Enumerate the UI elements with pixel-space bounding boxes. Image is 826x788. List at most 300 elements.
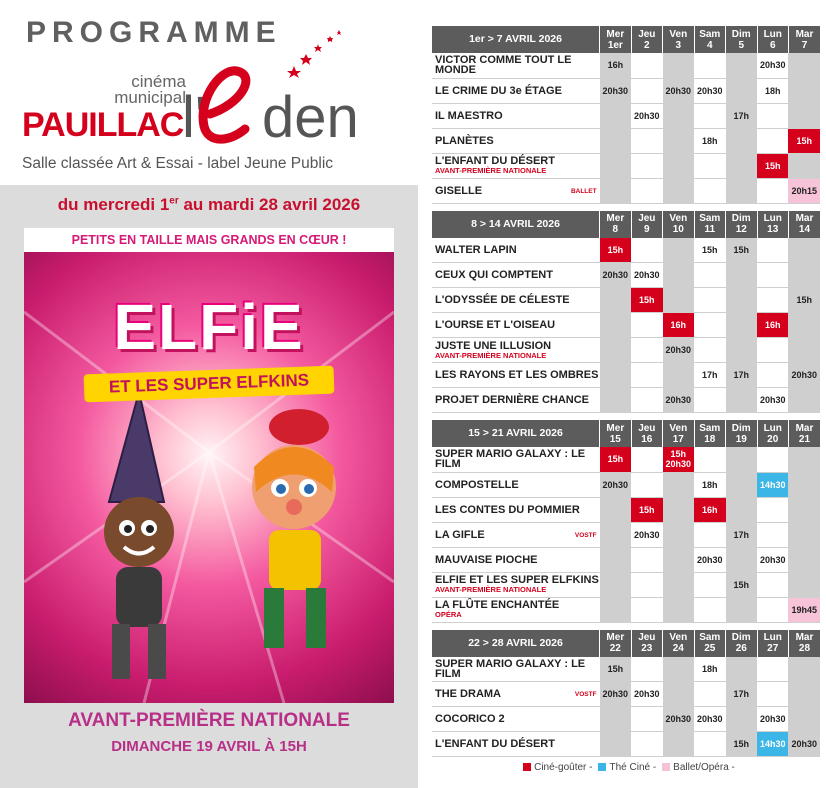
showtime-cell (694, 338, 725, 363)
showtime-cell: 18h (694, 128, 725, 153)
film-name: GISELLE (435, 184, 483, 197)
day-number: 7 (801, 39, 808, 51)
film-row (432, 178, 820, 203)
legend-swatch (598, 763, 606, 771)
showtime-cell (600, 522, 631, 547)
film-name: L'OURSE ET L'OISEAU (435, 319, 556, 331)
showtime-cell (726, 707, 757, 732)
showtime-cell (726, 657, 757, 682)
showtime-cell: 14h30 (757, 472, 788, 497)
stars-icon (284, 28, 344, 78)
showtime-cell (694, 53, 725, 78)
day-number: 24 (672, 643, 684, 654)
poster-subtitle: ET LES SUPER ELFKINS (84, 366, 335, 403)
film-name: LA FLÛTE ENCHANTÉE (435, 599, 560, 611)
showtime-cell: 15h (788, 128, 820, 153)
showtime-cell (663, 657, 694, 682)
day-name: Mer (606, 213, 625, 224)
day-number: 25 (704, 643, 716, 654)
showtime-cell (600, 707, 631, 732)
showtime-cell (694, 153, 725, 178)
showtime-cell (631, 78, 662, 103)
day-header (726, 630, 757, 657)
week-table (432, 26, 820, 204)
showtime-cell (694, 522, 725, 547)
day-number: 18 (704, 433, 716, 445)
showtime-cell: 17h (726, 103, 757, 128)
day-name: Sam (699, 632, 721, 643)
showtime-cell (726, 472, 757, 497)
showtime-cell (788, 313, 820, 338)
showtime-cell (631, 597, 662, 622)
film-row (432, 388, 820, 413)
showtime-cell (663, 732, 694, 757)
showtime-cell: 20h30 (694, 78, 725, 103)
showtime-cell: 15h (600, 657, 631, 682)
showtime-cell (694, 263, 725, 288)
day-name: Mar (795, 28, 814, 40)
week-header (432, 211, 820, 238)
week-range: 8 > 14 AVRIL 2026 (432, 211, 600, 238)
film-tag: VOSTF (574, 531, 597, 539)
showtime-cell (694, 288, 725, 313)
showtime-cell: 20h30 (600, 682, 631, 707)
film-title (432, 388, 600, 413)
showtime-cell (757, 447, 788, 472)
showtime-cell (663, 472, 694, 497)
day-header (631, 211, 662, 238)
film-row (432, 572, 820, 597)
day-header (631, 26, 662, 53)
film-name: JUSTE UNE ILLUSION (435, 339, 552, 352)
showtime-cell (663, 128, 694, 153)
showtime-cell (631, 707, 662, 732)
film-title (432, 363, 600, 388)
showtime-cell (663, 288, 694, 313)
film-note: AVANT-PREMIÈRE NATIONALE (435, 166, 547, 175)
showtime-cell (788, 263, 820, 288)
film-name: LES CONTES DU POMMIER (435, 503, 580, 516)
poster-title: ELFiE (113, 291, 305, 363)
showtime-cell: 18h (694, 472, 725, 497)
day-header (631, 420, 662, 447)
film-note: OPÉRA (435, 610, 462, 619)
showtime-cell (663, 497, 694, 522)
day-header (757, 26, 788, 53)
day-header (726, 420, 757, 447)
showtime-cell (600, 547, 631, 572)
film-row (432, 78, 820, 103)
day-header (600, 630, 631, 657)
day-number: 2 (644, 39, 650, 51)
day-name: Ven (669, 422, 688, 434)
day-name: Lun (763, 213, 782, 224)
showtime-cell: 20h30 (694, 707, 725, 732)
showtime-cell: 15h 20h30 (663, 447, 694, 472)
legend-separator: - (586, 762, 593, 773)
film-name: L'ODYSSÉE DE CÉLESTE (435, 294, 570, 306)
day-number: 11 (704, 224, 716, 235)
showtime-cell (600, 497, 631, 522)
day-header (788, 420, 820, 447)
film-title (432, 238, 600, 263)
legend-label: Ballet/Opéra (673, 762, 729, 773)
showtime-cell (694, 388, 725, 413)
showtime-cell (663, 238, 694, 263)
day-number: 16 (641, 433, 653, 445)
day-name: Ven (669, 632, 688, 643)
week-table (432, 420, 820, 623)
film-title (432, 338, 600, 363)
avant-premiere-heading: AVANT-PREMIÈRE NATIONALE (68, 710, 350, 731)
film-title (432, 128, 600, 153)
showtime-cell (600, 178, 631, 203)
film-note: AVANT-PREMIÈRE NATIONALE (435, 585, 547, 594)
day-header (757, 420, 788, 447)
showtime-cell (788, 497, 820, 522)
showtime-cell: 19h45 (788, 597, 820, 622)
showtime-cell (600, 338, 631, 363)
showtime-cell: 15h (788, 288, 820, 313)
day-header (694, 630, 725, 657)
showtime-cell (726, 178, 757, 203)
showtime-cell: 20h30 (663, 338, 694, 363)
film-name: WALTER LAPIN (435, 243, 517, 256)
showtime-cell (600, 388, 631, 413)
day-name: Lun (763, 422, 782, 434)
showtime-cell (788, 472, 820, 497)
film-title (432, 522, 600, 547)
town-name: PAUILLAC (22, 106, 184, 144)
showtime-cell (631, 547, 662, 572)
poster-tagline: PETITS EN TAILLE MAIS GRANDS EN CŒUR ! (24, 228, 394, 252)
day-number: 15 (609, 433, 621, 445)
day-name: Mar (795, 632, 814, 643)
film-row (432, 103, 820, 128)
film-row (432, 288, 820, 313)
eden-e-logo (190, 44, 270, 154)
day-number: 23 (641, 643, 653, 654)
film-name: ELFIE ET LES SUPER ELFKINS (435, 574, 599, 586)
showtime-cell (726, 288, 757, 313)
showtime-cell (788, 572, 820, 597)
showtime-cell (663, 263, 694, 288)
showtime-cell: 16h (600, 53, 631, 78)
week-table (432, 211, 820, 414)
showtime-cell (726, 447, 757, 472)
logo-l: l' (182, 85, 206, 150)
film-row (432, 472, 820, 497)
showtime-cell: 20h30 (600, 263, 631, 288)
film-name: LE CRIME DU 3e ÉTAGE (435, 84, 562, 97)
day-name: Ven (669, 213, 688, 224)
film-title (432, 313, 600, 338)
showtime-cell (694, 597, 725, 622)
legend-label: Thé Ciné (609, 762, 651, 773)
showtime-cell (757, 288, 788, 313)
film-title (432, 178, 600, 203)
film-poster (24, 228, 394, 703)
showtime-cell (757, 572, 788, 597)
showtime-cell (694, 572, 725, 597)
day-header (757, 630, 788, 657)
film-title (432, 472, 600, 497)
showtime-cell (757, 128, 788, 153)
showtime-cell (726, 78, 757, 103)
showtime-cell (631, 153, 662, 178)
day-number: 19 (735, 433, 747, 445)
day-name: Lun (763, 632, 782, 643)
showtime-cell (600, 153, 631, 178)
showtime-cell (631, 338, 662, 363)
day-number: 21 (798, 433, 811, 445)
day-number: 17 (672, 433, 684, 445)
showtime-cell (788, 707, 820, 732)
cinema-municipal: cinéma municipal (114, 72, 186, 107)
showtime-cell (757, 597, 788, 622)
film-row (432, 682, 820, 707)
showtime-cell (788, 78, 820, 103)
day-header (726, 26, 757, 53)
showtime-cell: 15h (726, 732, 757, 757)
film-title (432, 597, 600, 622)
poster-art (24, 252, 394, 703)
day-name: Sam (699, 213, 721, 224)
showtime-cell (631, 53, 662, 78)
film-title (432, 103, 600, 128)
film-name: SUPER MARIO GALAXY : LE FILM (435, 657, 586, 680)
showtime-cell: 20h30 (694, 547, 725, 572)
film-name: SUPER MARIO GALAXY : LE FILM (435, 448, 586, 471)
film-name: IL MAESTRO (435, 109, 503, 122)
film-title (432, 682, 600, 707)
showtime-cell (788, 682, 820, 707)
showtime-cell: 15h (600, 447, 631, 472)
showtime-cell: 20h30 (788, 732, 820, 757)
showtime-cell: 20h30 (631, 522, 662, 547)
legend-swatch (523, 763, 531, 771)
showtime-cell (726, 388, 757, 413)
showtime-cell (694, 732, 725, 757)
day-number: 8 (612, 224, 619, 235)
showtime-cell (757, 657, 788, 682)
film-title (432, 572, 600, 597)
day-number: 27 (767, 643, 779, 654)
legend-separator: - (650, 762, 657, 773)
showtime-cell (726, 53, 757, 78)
showtime-cell (631, 363, 662, 388)
film-name: THE DRAMA (435, 688, 501, 700)
showtime-cell (631, 388, 662, 413)
film-name: PROJET DERNIÈRE CHANCE (435, 394, 590, 406)
week-header (432, 420, 820, 447)
day-number: 26 (735, 643, 747, 654)
day-header (663, 630, 694, 657)
day-number: 22 (609, 643, 621, 654)
showtime-cell: 16h (663, 313, 694, 338)
week-range: 22 > 28 AVRIL 2026 (432, 630, 600, 657)
day-number: 13 (767, 224, 779, 235)
logo-den: den (262, 85, 359, 150)
day-number: 4 (706, 39, 713, 51)
day-header (663, 211, 694, 238)
day-header (757, 211, 788, 238)
day-name: Lun (763, 28, 782, 40)
film-title (432, 447, 600, 472)
day-header (788, 26, 820, 53)
showtime-cell (788, 657, 820, 682)
salle-label: Salle classée Art & Essai - label Jeune Public (22, 155, 334, 172)
film-tag: BALLET (570, 187, 597, 195)
showtime-cell: 17h (726, 522, 757, 547)
day-name: Mer (606, 28, 625, 40)
film-row (432, 363, 820, 388)
film-row (432, 313, 820, 338)
showtime-cell: 15h (631, 497, 662, 522)
showtime-cell (631, 572, 662, 597)
legend-separator: - (728, 762, 735, 773)
film-name: CEUX QUI COMPTENT (435, 269, 553, 281)
film-name: PLANÈTES (435, 134, 494, 147)
film-name: LES RAYONS ET LES OMBRES (435, 369, 599, 381)
showtime-cell (663, 53, 694, 78)
day-name: Mer (606, 632, 625, 643)
showtime-cell (788, 522, 820, 547)
day-name: Dim (731, 213, 751, 224)
showtime-cell: 20h30 (757, 707, 788, 732)
legend (432, 762, 820, 773)
showtime-cell (663, 547, 694, 572)
showtime-cell: 17h (694, 363, 725, 388)
day-number: 14 (798, 224, 811, 235)
week-range: 15 > 21 AVRIL 2026 (432, 420, 600, 447)
avant-premiere-date: DIMANCHE 19 AVRIL À 15H (111, 738, 307, 755)
showtime-cell: 15h (694, 238, 725, 263)
day-number: 20 (767, 433, 779, 445)
showtime-cell (757, 522, 788, 547)
day-number: 10 (672, 224, 684, 235)
showtime-cell (663, 103, 694, 128)
showtime-cell: 20h30 (663, 78, 694, 103)
day-header (788, 211, 820, 238)
film-name: COMPOSTELLE (435, 478, 519, 491)
showtime-cell (600, 732, 631, 757)
showtime-cell: 15h (726, 572, 757, 597)
day-name: Ven (669, 28, 688, 40)
day-name: Jeu (638, 632, 656, 643)
showtime-cell: 20h30 (788, 363, 820, 388)
film-name: MAUVAISE PIOCHE (435, 553, 538, 566)
showtime-cell (694, 313, 725, 338)
showtime-cell: 20h30 (600, 472, 631, 497)
schedule-panel (432, 26, 822, 773)
showtime-cell (600, 313, 631, 338)
film-title (432, 732, 600, 757)
film-row (432, 447, 820, 472)
day-name: Jeu (638, 213, 656, 224)
day-header (663, 420, 694, 447)
showtime-cell: 14h30 (757, 732, 788, 757)
showtime-cell: 20h30 (631, 263, 662, 288)
schedule-weeks (432, 26, 822, 757)
day-number: 12 (735, 224, 747, 235)
film-row (432, 522, 820, 547)
showtime-cell (631, 178, 662, 203)
day-header (600, 420, 631, 447)
showtime-cell (757, 238, 788, 263)
film-title (432, 657, 600, 682)
film-name: LA GIFLE (435, 528, 485, 541)
day-header (788, 630, 820, 657)
showtime-cell (726, 153, 757, 178)
film-row (432, 497, 820, 522)
film-name: COCORICO 2 (435, 713, 505, 725)
showtime-cell (631, 238, 662, 263)
day-name: Sam (699, 422, 721, 434)
showtime-cell (631, 472, 662, 497)
showtime-cell (631, 657, 662, 682)
showtime-cell: 20h30 (757, 388, 788, 413)
day-name: Sam (699, 28, 721, 40)
day-header (694, 26, 725, 53)
showtime-cell: 20h30 (663, 707, 694, 732)
showtime-cell (726, 597, 757, 622)
showtime-cell: 20h15 (788, 178, 820, 203)
legend-swatch (662, 763, 670, 771)
day-header (600, 211, 631, 238)
showtime-cell (757, 103, 788, 128)
showtime-cell (631, 447, 662, 472)
showtime-cell: 20h30 (631, 682, 662, 707)
showtime-cell (788, 238, 820, 263)
film-title (432, 497, 600, 522)
day-header (600, 26, 631, 53)
showtime-cell: 15h (726, 238, 757, 263)
programme-heading: PROGRAMME (26, 16, 282, 49)
showtime-cell: 20h30 (631, 103, 662, 128)
day-name: Mar (795, 422, 814, 434)
showtime-cell: 18h (694, 657, 725, 682)
film-name: L'ENFANT DU DÉSERT (435, 155, 555, 167)
film-row (432, 707, 820, 732)
showtime-cell (600, 363, 631, 388)
film-row (432, 53, 820, 78)
day-name: Mar (795, 213, 814, 224)
week-header (432, 26, 820, 53)
showtime-cell (663, 153, 694, 178)
day-name: Dim (731, 28, 751, 40)
film-row (432, 128, 820, 153)
showtime-cell: 20h30 (600, 78, 631, 103)
showtime-cell: 17h (726, 682, 757, 707)
showtime-cell (788, 338, 820, 363)
showtime-cell (788, 547, 820, 572)
film-name: VICTOR COMME TOUT LE MONDE (435, 54, 572, 77)
showtime-cell: 16h (694, 497, 725, 522)
week-header (432, 630, 820, 657)
day-number: 9 (644, 224, 650, 235)
showtime-cell (663, 522, 694, 547)
film-row (432, 338, 820, 363)
showtime-cell (694, 682, 725, 707)
showtime-cell: 15h (600, 238, 631, 263)
film-row (432, 263, 820, 288)
showtime-cell (726, 547, 757, 572)
showtime-cell (600, 103, 631, 128)
film-row (432, 547, 820, 572)
film-row (432, 153, 820, 178)
showtime-cell (600, 128, 631, 153)
